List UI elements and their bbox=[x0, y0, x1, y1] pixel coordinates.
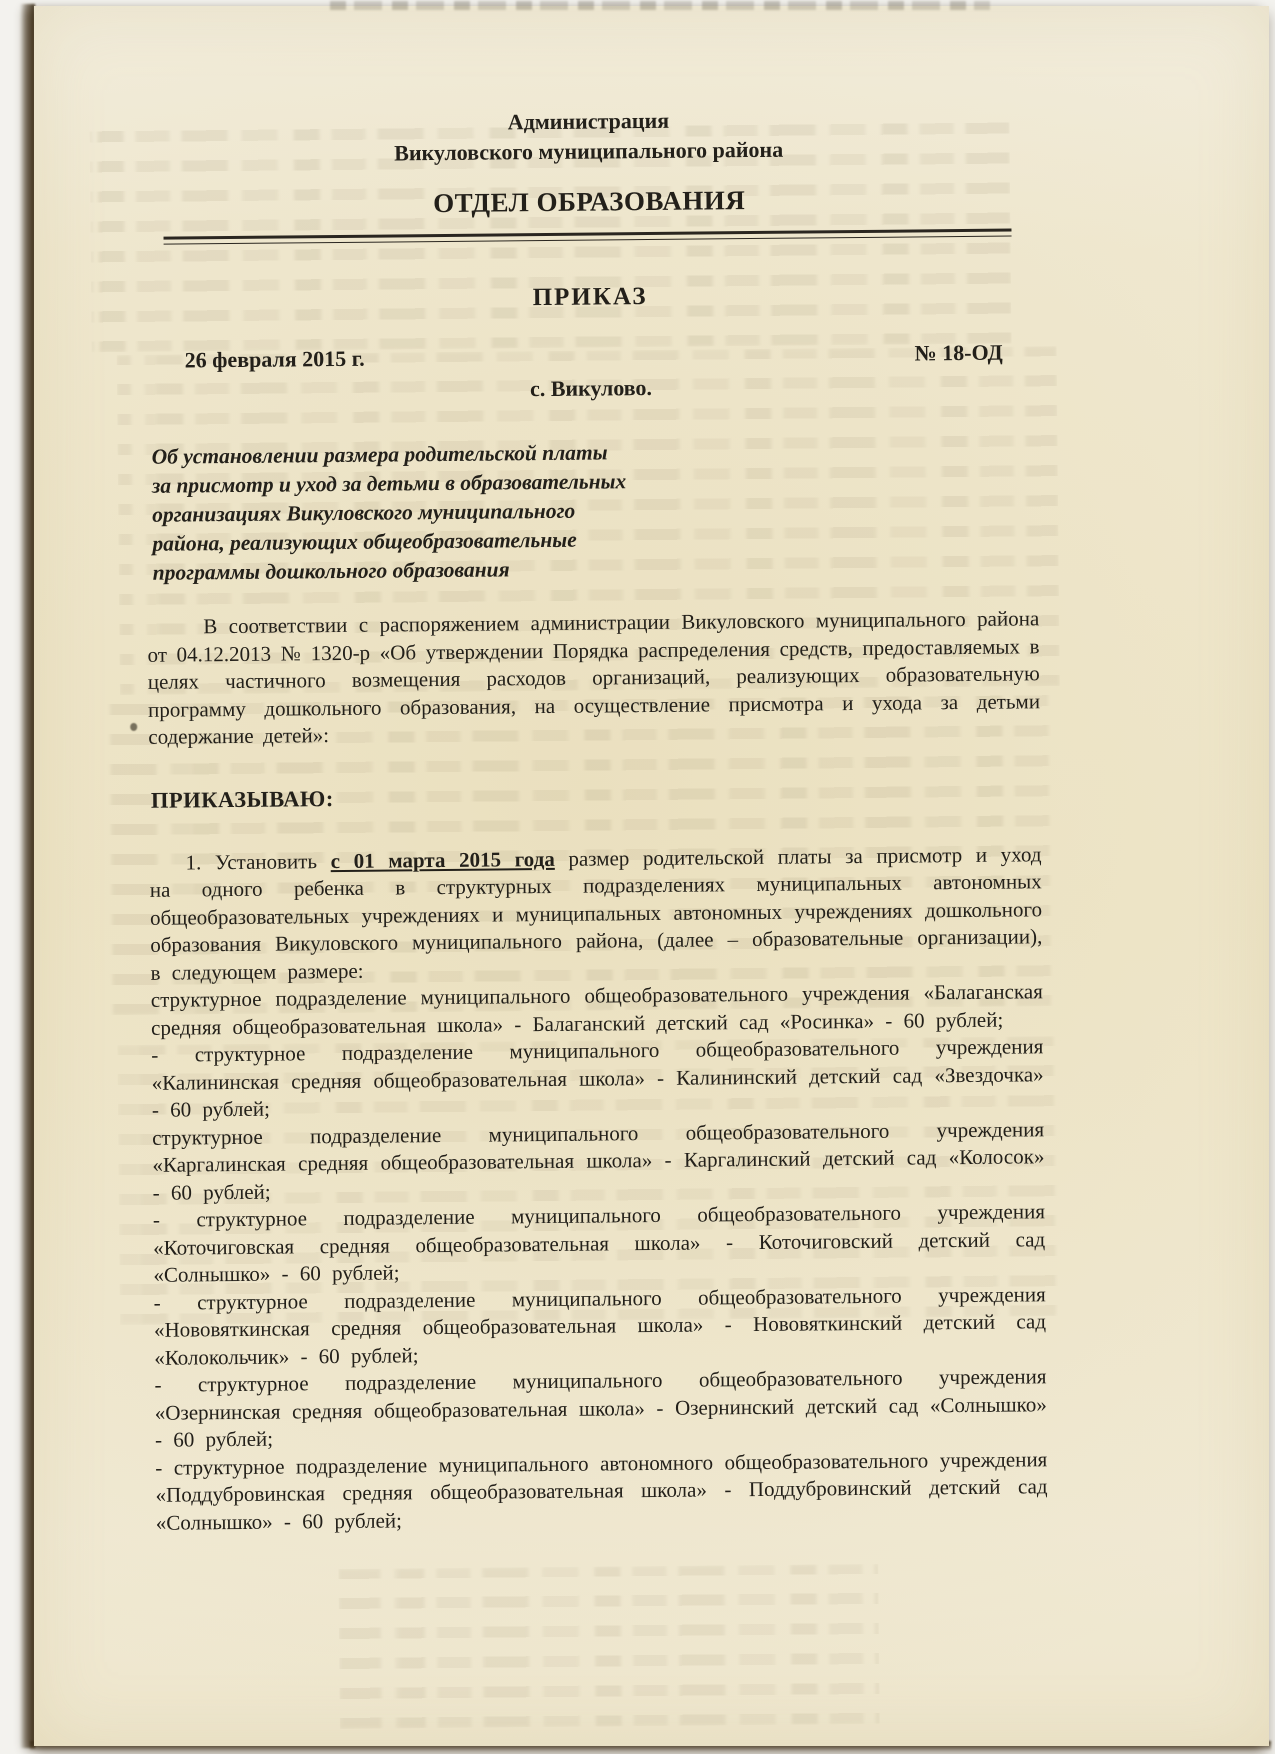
document-page bbox=[34, 6, 1269, 1746]
list-item-kargalinsk: структурное подразделение муниципального общеобразовательного учреждения «Каргалинская средняя общеобразовательная школа» - Каргалинский детский сад «Колосок» - 60 рублей; bbox=[152, 1116, 1045, 1205]
order-item-1 bbox=[149, 841, 1042, 987]
order-meta-row bbox=[145, 338, 1037, 375]
list-item-balagansk: структурное подразделение муниципального общеобразовательного учреждения «Балаганская средняя общеобразовательная школа» - Балаганский детский сад «Росинка» - 60 рублей; bbox=[150, 979, 1043, 1040]
double-rule bbox=[164, 229, 1012, 245]
list-item-novovyatkinsk: - структурное подразделение муниципального общеобразовательного учреждения «Нововяткинская средняя общеобразовательная школа» - Нововяткинский детский сад «Колокольчик» - 60 рублей; bbox=[153, 1281, 1047, 1370]
org-name-line1: Администрация bbox=[507, 107, 670, 135]
order-subject bbox=[145, 434, 1038, 588]
scan-artifact-top bbox=[330, 1, 990, 10]
item1-lead: 1. Установить bbox=[185, 848, 331, 874]
item1-effective-date: с 01 марта 2015 года bbox=[330, 846, 555, 873]
subject-line: района, реализующих общеобразовательные bbox=[152, 527, 577, 556]
department-title: ОТДЕЛ ОБРАЗОВАНИЯ bbox=[432, 185, 746, 219]
order-place: с. Викулово. bbox=[529, 374, 653, 402]
order-title: ПРИКАЗ bbox=[532, 283, 648, 312]
order-number: № 18-ОД bbox=[914, 339, 1003, 366]
list-item-poddubrovinsk: - структурное подразделение муниципального автономного общеобразовательного учреждения «Поддубровинская средняя общеобразовательная школа» - Поддубровинский детский сад «Солнышко» - 60 рублей; bbox=[155, 1446, 1048, 1535]
directive-word: ПРИКАЗЫВАЮ: bbox=[150, 785, 334, 813]
list-item-ozerninsk: - структурное подразделение муниципального общеобразовательного учреждения «Озернинская средняя общеобразовательная школа» - Озернинский детский сад «Солнышко» - 60 рублей; bbox=[154, 1364, 1047, 1452]
subject-line: организациях Викуловского муниципального bbox=[152, 498, 576, 527]
org-name-line2: Викуловского муниципального района bbox=[394, 136, 784, 166]
subject-line: программы дошкольного образования bbox=[152, 557, 510, 585]
subject-line: Об установлении размера родительской платы bbox=[151, 440, 608, 469]
document-content bbox=[142, 102, 1048, 1536]
item1-tail: размер родительской платы за присмотр и уход на одного ребенка в структурных подразделениях муниципальных автономных общеобразовательных учреждениях и муниципальных автономных учреждениях дошкольного образования Викуловского муниципального района, (далее – образовательные организации), в следующем размере: bbox=[149, 841, 1043, 985]
bleedthrough-texture bbox=[338, 1564, 880, 1729]
order-date: 26 февраля 2015 г. bbox=[184, 345, 365, 373]
subject-line: за присмотр и уход за детьми в образовательных bbox=[151, 469, 627, 498]
list-item-kalininsk: - структурное подразделение муниципального общеобразовательного учреждения «Калининская средняя общеобразовательная школа» - Калининский детский сад «Звездочка» - 60 рублей; bbox=[151, 1034, 1044, 1122]
preamble-paragraph: В соответствии с распоряжением администрации Викуловского муниципального района от 04.12.2013 № 1320-р «Об утверждении Порядка распределения средств, предоставляемых в целях частичного возмещения расходов организаций, реализующих образовательную программу дошкольного образования, на осуществление присмотра и ухода за детьми содержание детей»: bbox=[147, 606, 1041, 749]
ink-speck bbox=[130, 723, 137, 731]
list-item-kotochigovsk: - структурное подразделение муниципального общеобразовательного учреждения «Коточиговская средняя общеобразовательная школа» - Коточиговский детский сад «Солнышко» - 60 рублей; bbox=[152, 1199, 1046, 1287]
page-tilt-wrapper bbox=[27, 0, 1275, 1752]
